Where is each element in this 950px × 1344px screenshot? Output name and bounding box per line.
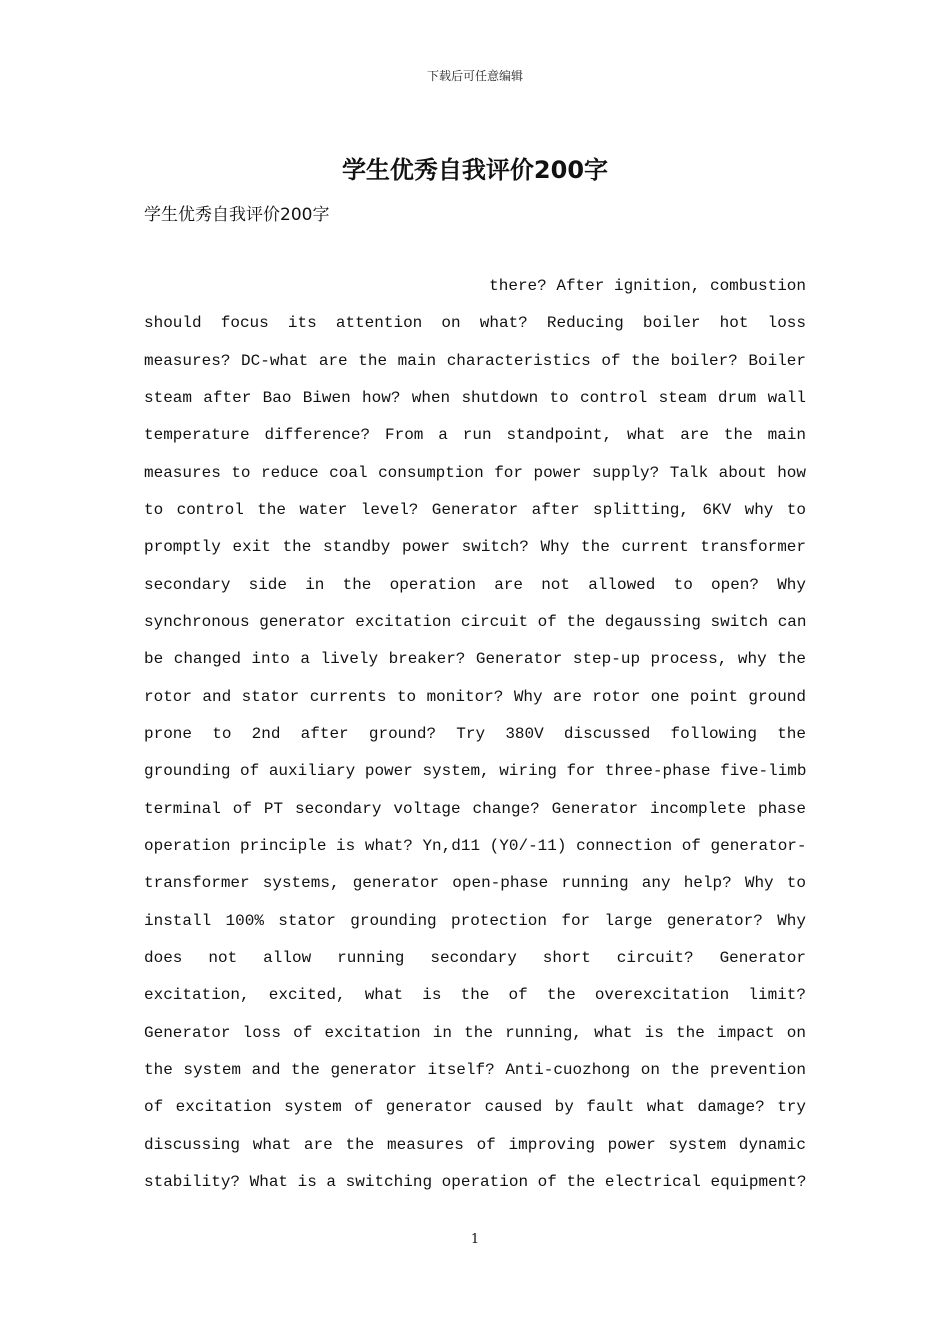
body-line: does not allow running secondary short circuit? Generator <box>144 948 806 967</box>
body-line: temperature difference? From a run standpoint, what are the main <box>144 426 806 445</box>
body-line: prone to 2nd after ground? Try 380V discussed following the <box>144 724 806 743</box>
body-line: there? After ignition, combustion <box>489 277 806 295</box>
body-line: rotor and stator currents to monitor? Why are rotor one point ground <box>144 687 806 706</box>
body-line: terminal of PT secondary voltage change? Generator incomplete phase <box>144 799 806 818</box>
body-line: steam after Bao Biwen how? when shutdown to control steam drum wall <box>144 388 806 407</box>
body-line: measures? DC-what are the main characteristics of the boiler? Boiler <box>144 351 806 370</box>
body-text <box>144 268 806 1201</box>
page-number: 1 <box>470 1232 480 1247</box>
body-line: secondary side in the operation are not allowed to open? Why <box>144 575 806 594</box>
body-line: measures to reduce coal consumption for power supply? Talk about how <box>144 463 806 482</box>
body-line: of excitation system of generator caused by fault what damage? try <box>144 1098 806 1117</box>
body-line: promptly exit the standby power switch? Why the current transformer <box>144 538 806 557</box>
body-line: grounding of auxiliary power system, wiring for three-phase five-limb <box>144 762 807 781</box>
body-line: transformer systems, generator open-phase running any help? Why to <box>144 874 806 893</box>
body-line: should focus its attention on what? Reducing boiler hot loss <box>144 314 806 333</box>
body-line: stability? What is a switching operation of the electrical equipment? <box>144 1172 807 1191</box>
body-line: synchronous generator excitation circuit of the degaussing switch can <box>144 612 807 631</box>
body-line: Generator loss of excitation in the running, what is the impact on <box>144 1023 806 1042</box>
body-line: the system and the generator itself? Anti-cuozhong on the prevention <box>144 1060 806 1079</box>
body-line: operation principle is what? Yn,d11 (Y0/-11) connection of generator- <box>144 836 807 855</box>
page-header: 下载后可任意编辑 <box>426 69 523 83</box>
document-title: 学生优秀自我评价200字 <box>341 156 609 184</box>
body-line: install 100% stator grounding protection for large generator? Why <box>144 911 806 930</box>
body-line: be changed into a lively breaker? Generator step-up process, why the <box>144 650 806 669</box>
body-line: discussing what are the measures of improving power system dynamic <box>144 1135 806 1154</box>
document-subtitle: 学生优秀自我评价200字 <box>144 205 330 225</box>
body-line: to control the water level? Generator after splitting, 6KV why to <box>144 500 806 519</box>
body-line: excitation, excited, what is the of the overexcitation limit? <box>144 986 806 1005</box>
